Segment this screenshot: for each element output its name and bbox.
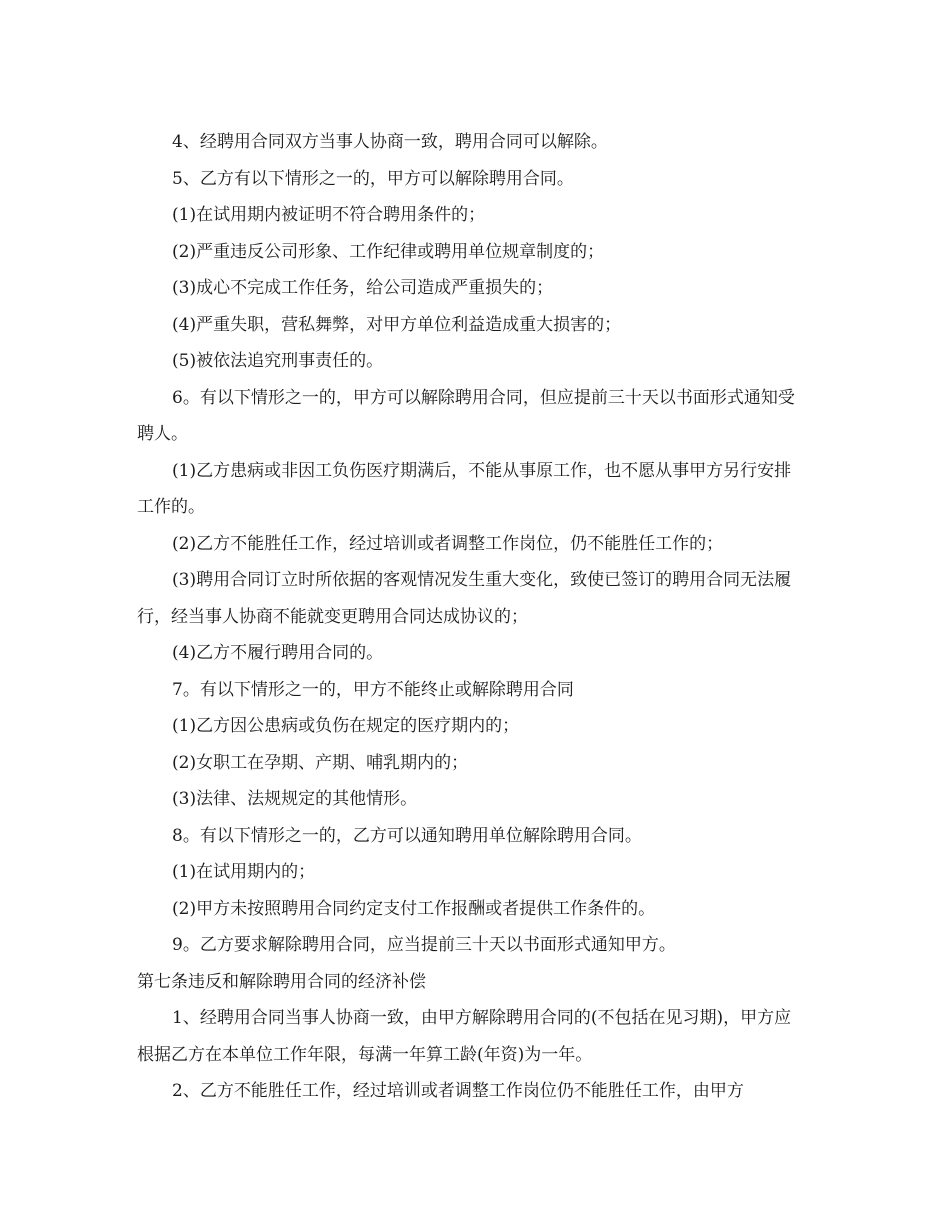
clause-paragraph: 6。有以下情形之一的，甲方可以解除聘用合同，但应提前三十天以书面形式通知受聘人。: [137, 387, 795, 444]
clause-item: (1)乙方患病或非因工负伤医疗期满后，不能从事原工作，也不愿从事甲方另行安排工作的。: [137, 460, 792, 517]
clause-item: (2)甲方未按照聘用合同约定支付工作报酬或者提供工作条件的。: [172, 898, 656, 919]
clause-item: (2)女职工在孕期、产期、哺乳期内的；: [172, 752, 469, 773]
section-heading: 第七条违反和解除聘用合同的经济补偿: [137, 971, 426, 992]
clause-item: (3)聘用合同订立时所依据的客观情况发生重大变化，致使已签订的聘用合同无法履行，经当事人协商不能就变更聘用合同达成协议的；: [137, 570, 792, 627]
document-body: [137, 124, 805, 1110]
clause-item: (1)在试用期内被证明不符合聘用条件的；: [172, 205, 486, 225]
clause-paragraph: 1、经聘用合同当事人协商一致，由甲方解除聘用合同的(不包括在见习期)，甲方应根据乙方在本单位工作年限，每满一年算工龄(年资)为一年。: [137, 1008, 792, 1065]
clause-item: (3)法律、法规规定的其他情形。: [172, 789, 418, 809]
clause-paragraph: 4、经聘用合同双方当事人协商一致，聘用合同可以解除。: [172, 132, 608, 152]
clause-item: (1)在试用期内的；: [172, 862, 316, 882]
clause-item: (2)乙方不能胜任工作，经过培训或者调整工作岗位，仍不能胜任工作的；: [172, 533, 724, 554]
clause-item: (4)乙方不履行聘用合同的。: [172, 643, 384, 663]
clause-item: (4)严重失职，营私舞弊，对甲方单位利益造成重大损害的；: [172, 314, 622, 335]
clause-paragraph: 8。有以下情形之一的，乙方可以通知聘用单位解除聘用合同。: [172, 825, 642, 846]
clause-paragraph: 7。有以下情形之一的，甲方不能终止或解除聘用合同: [172, 679, 574, 700]
clause-item: (2)严重违反公司形象、工作纪律或聘用单位规章制度的；: [172, 241, 605, 262]
clause-paragraph: 2、乙方不能胜任工作，经过培训或者调整工作岗位仍不能胜任工作，由甲方: [172, 1081, 744, 1101]
clause-paragraph: 9。乙方要求解除聘用合同，应当提前三十天以书面形式通知甲方。: [172, 935, 676, 955]
clause-item: (3)成心不完成工作任务，给公司造成严重损失的；: [172, 278, 554, 298]
clause-item: (1)乙方因公患病或负伤在规定的医疗期内的；: [172, 716, 520, 736]
clause-paragraph: 5、乙方有以下情形之一的，甲方可以解除聘用合同。: [172, 168, 574, 189]
clause-item: (5)被依法追究刑事责任的。: [172, 351, 384, 371]
